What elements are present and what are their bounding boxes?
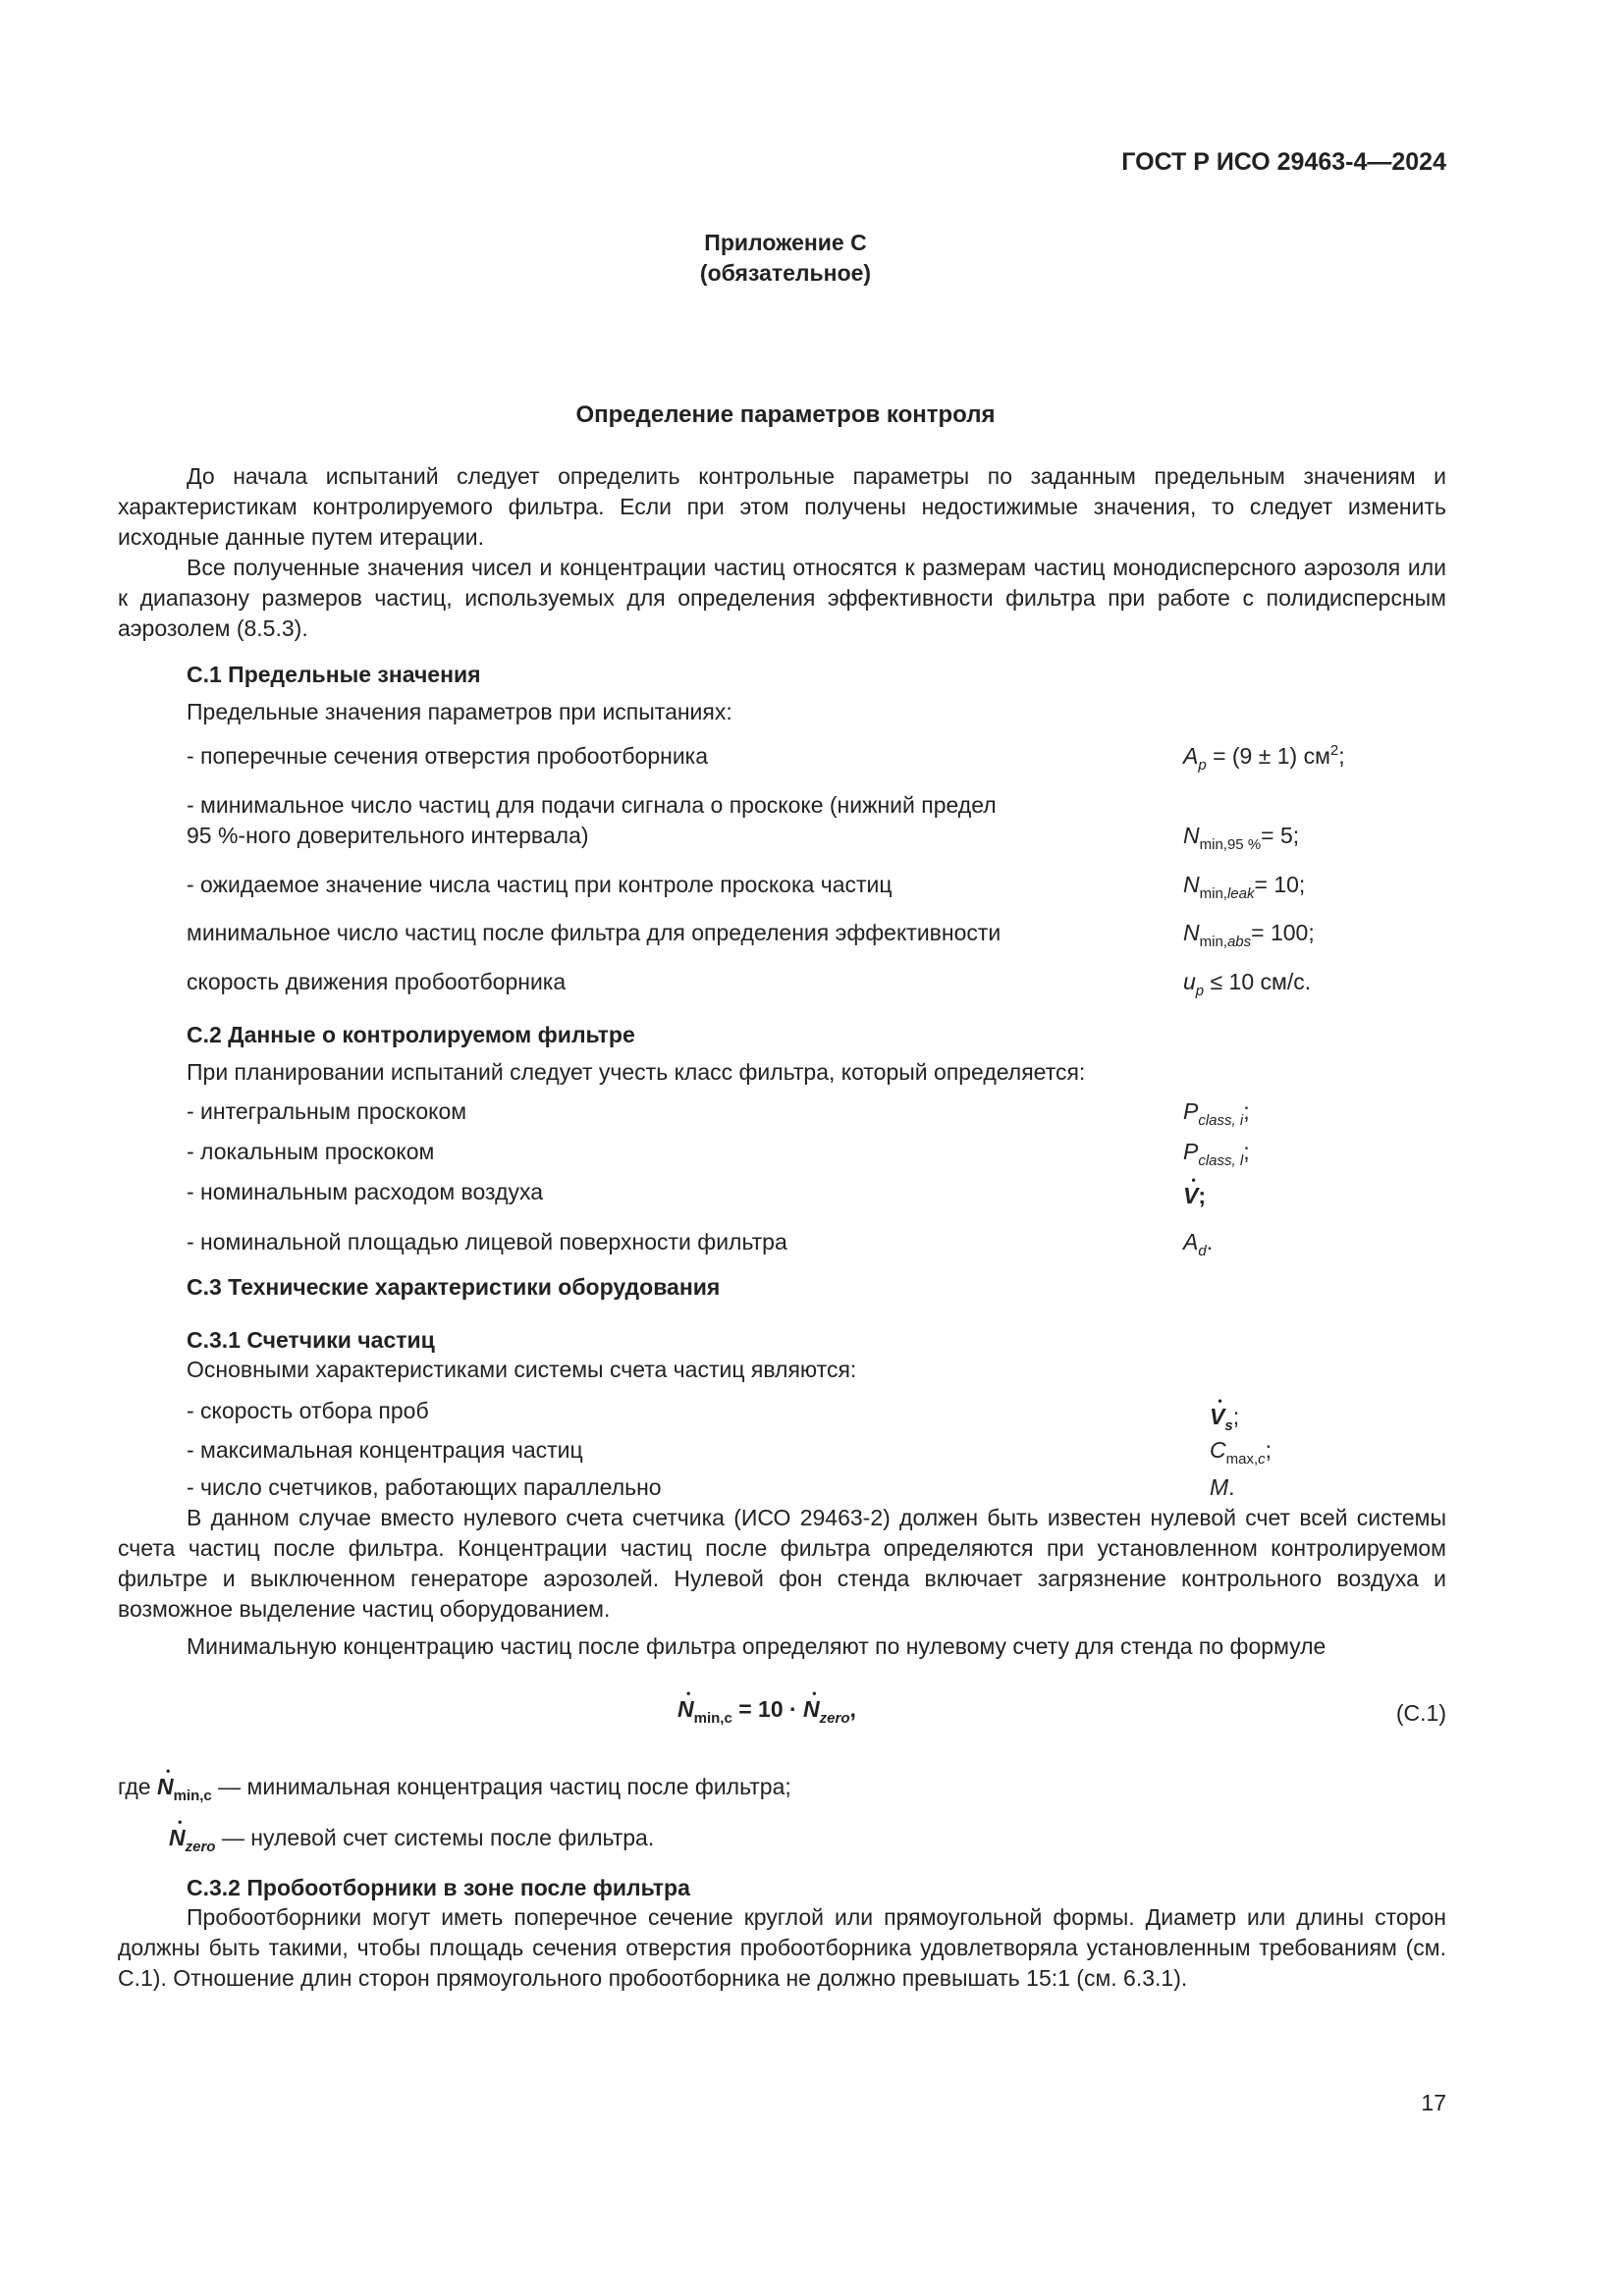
formula-area-face: $A_d$. [1183, 1229, 1214, 1259]
list-item: - минимальное число частиц для подачи сигнала о проскоке (нижний предел [187, 792, 997, 818]
formula-speed: $u_p \le 10$ см/с. [1183, 969, 1312, 999]
c31-paragraph-1: В данном случае вместо нулевого счета счетчика (ИСО 29463-2) должен быть известен нулевой счет всей системы счета частиц после фильтра. Концентрации частиц после фильтра определяются при установленном контролируемом фильтре и выключенном генераторе аэрозолей. Нулевой фон стенда включает загрязнение контрольного воздуха и возможное выделение частиц оборудованием. [118, 1505, 1446, 1622]
page-number: 17 [1421, 2090, 1446, 2115]
c2-heading: С.2 Данные о контролируемом фильтре [187, 1022, 635, 1047]
c31-paragraph-2: Минимальную концентрацию частиц после фильтра определяют по нулевому счету для стенда по формуле [187, 1633, 1326, 1659]
list-item: - интегральным проскоком [187, 1098, 467, 1124]
list-item: - ожидаемое значение числа частиц при контроле проскока частиц [187, 872, 893, 897]
list-item: - максимальная концентрация частиц [187, 1437, 583, 1463]
formula-class-l: $P_{class, l}$; [1183, 1139, 1250, 1169]
where-line-1: где • $N_{min,c}$ — минимальная концентрация частиц после фильтра; [118, 1772, 791, 1802]
appendix-status: (обязательное) [699, 260, 872, 286]
list-item: - локальным проскоком [187, 1139, 435, 1164]
doc-code: ГОСТ Р ИСО 29463-4—2024 [1121, 148, 1446, 176]
c1-lead: Предельные значения параметров при испытаниях: [187, 699, 732, 724]
appendix-title: Приложение С [704, 230, 867, 255]
formula-flow: • V; [1183, 1181, 1206, 1211]
list-item: - номинальной площадью лицевой поверхности фильтра [187, 1229, 787, 1255]
formula-number: (С.1) [1395, 1700, 1446, 1726]
list-item: скорость движения пробоотборника [187, 969, 567, 994]
formula-count-leak: $N_{min,leak}= 10$; [1183, 872, 1306, 902]
intro-paragraph-2: Все полученные значения чисел и концентрации частиц относятся к размерам частиц монодисперсного аэрозоля или к диапазону размеров частиц, используемых для определения эффективности фильтра при работе с полидисперсным аэрозолем (8.5.3). [118, 555, 1446, 641]
c32-paragraph-1: Пробоотборники могут иметь поперечное сечение круглой или прямоугольной формы. Диаметр или длины сторон должны быть такими, чтобы площадь сечения отверстия пробоотборника удовлетворяла установленным требованиям (см. С.1). Отношение длин сторон прямоугольного пробоотборника не должно превышать 15:1 (см. 6.3.1). [118, 1904, 1446, 1991]
formula-max-conc: $C_{max,c}$; [1210, 1437, 1272, 1468]
c31-heading: С.3.1 Счетчики частиц [187, 1327, 435, 1353]
intro-paragraph-1: До начала испытаний следует определить контрольные параметры по заданным предельным значениям и характеристикам контролируемого фильтра. Если при этом получены недостижимые значения, то следует изменить исходные данные путем итерации. [118, 463, 1446, 550]
formula-counters: M. [1210, 1474, 1235, 1500]
list-item: - число счетчиков, работающих параллельно [187, 1474, 662, 1500]
c1-heading: С.1 Предельные значения [187, 662, 481, 687]
c2-lead: При планировании испытаний следует учесть класс фильтра, который определяется: [187, 1059, 1086, 1085]
list-item: - поперечные сечения отверстия пробоотборника [187, 743, 709, 769]
formula-sample-rate: • $V_s$; [1210, 1402, 1239, 1432]
formula-count-min: $N_{min,95 \%}= 5$; [1183, 823, 1300, 853]
formula-area: $A_p = (9 \pm 1)$ $см^2$; [1183, 742, 1345, 774]
c3-heading: С.3 Технические характеристики оборудования [187, 1274, 721, 1300]
where-line-2: • $N_{zero}$ — нулевой счет системы после фильтра. [169, 1823, 654, 1853]
c32-heading: С.3.2 Пробоотборники в зоне после фильтра [187, 1875, 690, 1900]
c31-lead: Основными характеристиками системы счета частиц являются: [187, 1357, 857, 1382]
formula-class-i: $P_{class, i}$; [1183, 1098, 1250, 1129]
list-item: - номинальным расходом воздуха [187, 1179, 544, 1204]
list-item: - скорость отбора проб [187, 1398, 429, 1423]
formula-c1: • $N_{min,c} = 10$ · • $N_{zero}$, [677, 1694, 856, 1725]
list-item: минимальное число частиц после фильтра для определения эффективности [187, 920, 1001, 945]
section-title: Определение параметров контроля [575, 401, 996, 428]
list-item-continuation: 95 %-ного доверительного интервала) [187, 823, 589, 848]
formula-count-abs: $N_{min,abs}= 100$; [1183, 920, 1315, 950]
